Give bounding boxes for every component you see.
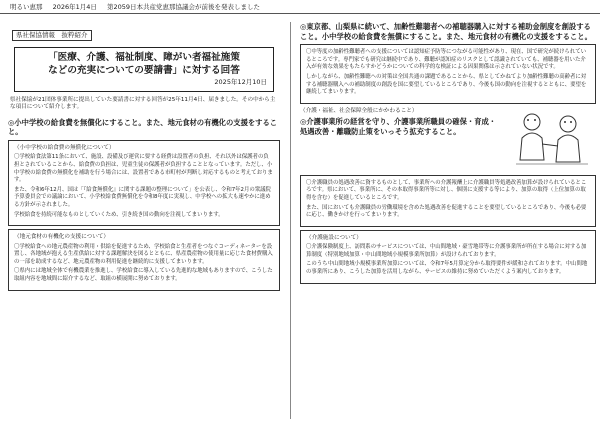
article-title-line2: などの充実についての要請書」に対する回答 — [48, 64, 240, 76]
left-column — [4, 22, 291, 419]
local-food-para-2: 〇県内には地域全体で有機農業を推進し、学校給食に導入している先進的な地域もありますので、こうした取組内容を地域間に紹介するなど、取組の横展開に努めております。 — [14, 268, 273, 282]
article-date: 2025年12月10日 — [214, 78, 267, 86]
header-bar — [0, 0, 600, 14]
care-category-caption: （介護・福祉、社会保障全般にかかわること） — [300, 107, 418, 114]
lunch-para-2: また、令和6年12月、国は「『給食無償化』に関する課題の整理について」を公表し、令和7年2月の衆議院予算委員会での議論において、小学校給食費無償化を令和8年度に実現し、中学校への拡大も速やかに進める方針が示されました。 — [14, 186, 271, 208]
publication-date: 2026年1月4日 — [52, 3, 97, 11]
care-answer-box — [300, 175, 596, 227]
local-food-subheading: （地元食材の有機化の支援について） — [14, 234, 109, 241]
article-title-line1: 「医療、介護、福祉制度、障がい者福祉施策 — [48, 52, 240, 63]
care-facility-box — [300, 230, 596, 284]
publication-name: 明るい恵那 — [10, 3, 43, 11]
lunch-subheading: （小中学校の給食費の無償化について） — [14, 145, 115, 151]
care-section-header — [300, 108, 596, 172]
care-para-1: 〇介護職員の処遇改善に資するものとして、事業所への介護報酬上に介護職員等処遇改善加算が設けられているところです。県において、事業所に、その本取得事業所等に対し、個別に支援する等により、加算の取得（上位加算の取得を含む）を促進しているところです。 — [306, 179, 587, 201]
lunch-para-3: 学校給食を持続可能なものとしていくため、引き続き国の動向を注視してまいります。 — [14, 211, 224, 218]
care-facility-para-2: このうち中山間地域小規模事業所加算については、令和7年5月算定分から取得要件が緩和されております。中山間地の事業所にあり、こうした加算を活用しながら、サービスの維持に努めていただくよう案内しております。 — [306, 261, 588, 275]
intro-text: 県社保協が21団体事業所に提出していた要請書に対する回答が25年11月4日、届きました。その中から主な項目について紹介します。 — [10, 97, 276, 111]
care-facility-para-1: 〇介護保険制度上、訪問系のサービスについては、中山間地域・豪雪地帯等に介護事業所が所在する場合に対する加算制度（特別地域加算・中山間地域小規模事業所加算）が設けられております。 — [306, 244, 587, 258]
hearing-aid-para-2: しかしながら、加齢性難聴への対策は全国共通の課題であることから、県としてかねてより加齢性難聴の高齢者に対する補聴器購入への補助制度の創設を国に要望しているところであり、今後も国の動向を注視するとともに、要望を継続してまいります。 — [306, 73, 587, 96]
lunch-answer-box — [8, 140, 280, 226]
lunch-para-1: 〇学校給食法第11条において、施設、設備及び運営に要する経費は設置者の負担、それ以外は保護者の負担とされていることから、給食費の負担は、児童生徒の保護者が負担することとなっています。ただし、小中学校の給食費の無償化を補助を行う場合には、設置者である市町村が判断し対応するものと考えております。 — [14, 154, 273, 184]
local-food-box — [8, 229, 280, 290]
hearing-aid-para-1: 〇中等度の加齢性難聴者への支援については認知症予防等につながる可能性があり、現在、国で研究が続けられているところです。専門家でも研究は継続中であり、難聴が認知症のリスクとして認識されていても、補聴器を用いた介入が有効な効果をもたらすかどうかについての科学的な検証による因果関係は示されていない状況です。 — [306, 49, 587, 71]
article-title-box — [14, 47, 274, 92]
right-column — [300, 22, 596, 419]
hearing-aid-box — [300, 44, 596, 104]
care-heading: ◎介護事業所の経営を守り、介護事業所職員の確保・育成・処遇改善・離職防止策をいっそう拡充すること。 — [300, 117, 497, 136]
care-para-2: また、国においても介護職員の労働環境を含めた処遇改善を促進することを要望しているところであり、今後も必要に応じ、働きかけを行ってまいります。 — [306, 204, 587, 219]
lunch-heading: ◎小中学校の給食費を無償化にすること。また、地元食材の有機化の支援をすること。 — [8, 117, 278, 137]
hearing-aid-heading: ◎東京都、山梨県に続いて、加齢性難聴者への補聴器購入に対する補助金制度を創設すること。小中学校の給食費を無償にすること。また、地元食材の有機化の支援をすること。 — [300, 22, 592, 41]
care-facility-subheading: （介護施設について） — [306, 234, 362, 241]
header-headline: 第2059日本共産党恵那協議会が前後を発表しました — [106, 3, 261, 11]
local-food-para-1: 〇学校給食への地元農産物の利用・供給を促進するため、学校給食と生産者をつなぐコーディネーターを設置し、各地域が抱える生産供給に対する課題解決を図るとともに、県産農産物の使用量に応じた食材費購入の一部を助成するなど、地元農産物の利用促進を継続的に支援してまいります。 — [14, 243, 273, 265]
caregiver-illustration — [508, 108, 594, 170]
section-tag: 県社保協情報 抜粋紹介 — [12, 30, 92, 41]
